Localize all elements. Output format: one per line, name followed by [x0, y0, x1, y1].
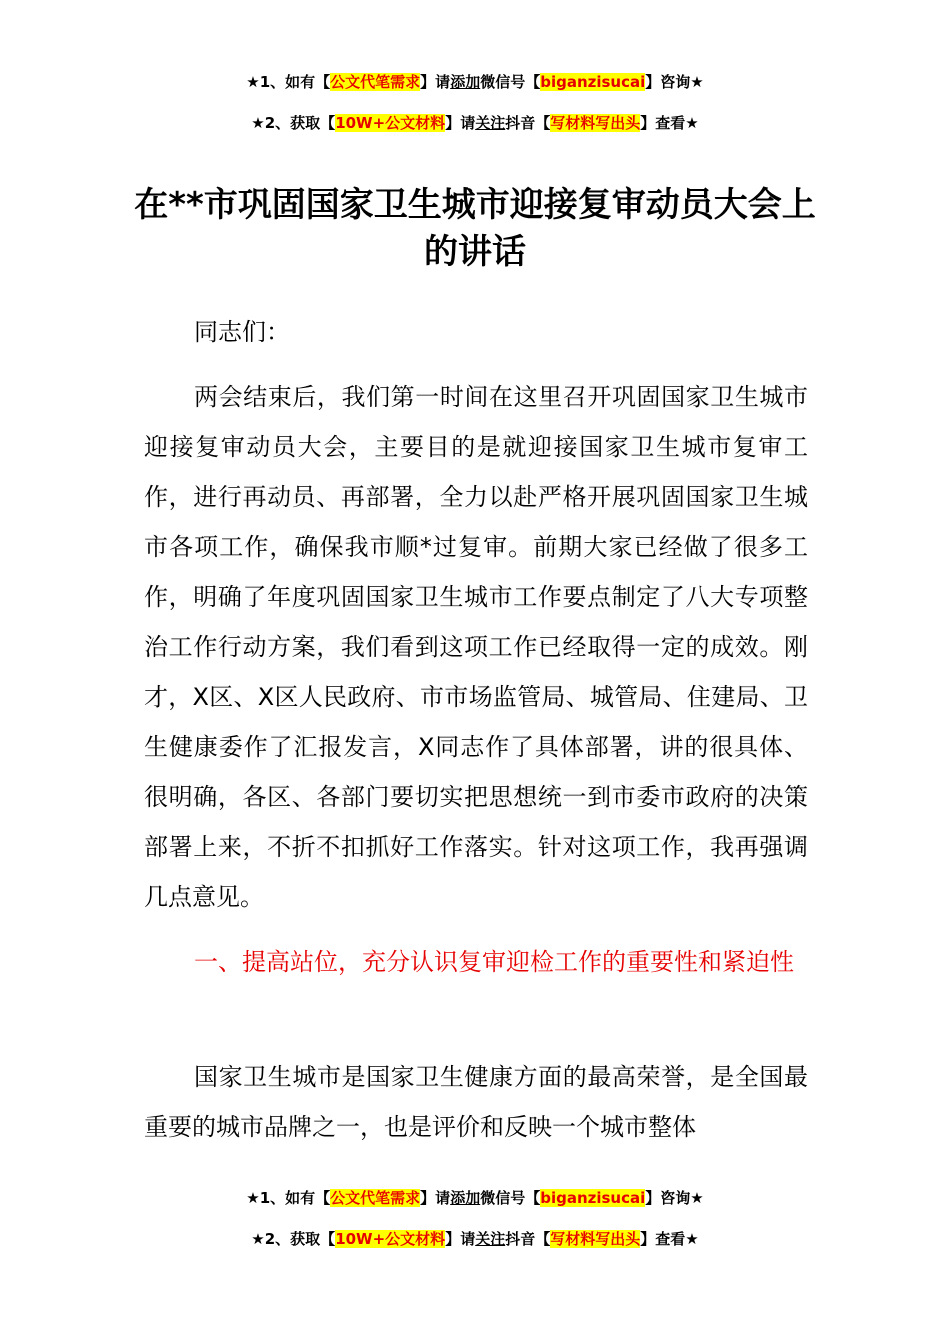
- highlight-douyin: 写材料写出头: [550, 1230, 641, 1248]
- highlight-materials: 10W+公文材料: [335, 1230, 446, 1248]
- highlight-materials: 10W+公文材料: [335, 114, 446, 132]
- highlight-wechat-id: biganzisucai: [540, 73, 646, 91]
- promo-banner-top-line2: ★2、获取【10W+公文材料】请关注抖音【写材料写出头】查看★: [251, 114, 699, 132]
- highlight-douyin: 写材料写出头: [550, 114, 641, 132]
- promo-banner-top-line1: ★1、如有【公文代笔需求】请添加微信号【biganzisucai】咨询★: [246, 73, 704, 91]
- highlight-service: 公文代笔需求: [330, 1189, 421, 1207]
- body-paragraph-1: 两会结束后，我们第一时间在这里召开巩固国家卫生城市迎接复审动员大会，主要目的是就迎接国家卫生城市复审工作，进行再动员、再部署，全力以赴严格开展巩固国家卫生城市各项工作，确保我市顺*过复审。前期大家已经做了很多工作，明确了年度巩固国家卫生城市工作要点制定了八大专项整治工作行动方案，我们看到这项工作已经取得一定的成效。刚才，X区、X区人民政府、市市场监管局、城管局、住建局、卫生健康委作了汇报发言，X同志作了具体部署，讲的很具体、很明确，各区、各部门要切实把思想统一到市委市政府的决策部署上来，不折不扣抓好工作落实。针对这项工作，我再强调几点意见。: [144, 383, 808, 911]
- promo-banner-bottom-line2: ★2、获取【10W+公文材料】请关注抖音【写材料写出头】查看★: [251, 1230, 699, 1248]
- salutation: 同志们：: [194, 318, 290, 346]
- body-paragraph-2: 国家卫生城市是国家卫生健康方面的最高荣誉，是全国最重要的城市品牌之一，也是评价和反映一个城市整体: [144, 1063, 808, 1141]
- highlight-wechat-id: biganzisucai: [540, 1189, 646, 1207]
- promo-banner-bottom-line1: ★1、如有【公文代笔需求】请添加微信号【biganzisucai】咨询★: [246, 1189, 704, 1207]
- document-title: 在**市巩固国家卫生城市迎接复审动员大会上的讲话: [134, 185, 816, 272]
- section-heading-1: 一、提高站位，充分认识复审迎检工作的重要性和紧迫性: [194, 948, 794, 976]
- highlight-service: 公文代笔需求: [330, 73, 421, 91]
